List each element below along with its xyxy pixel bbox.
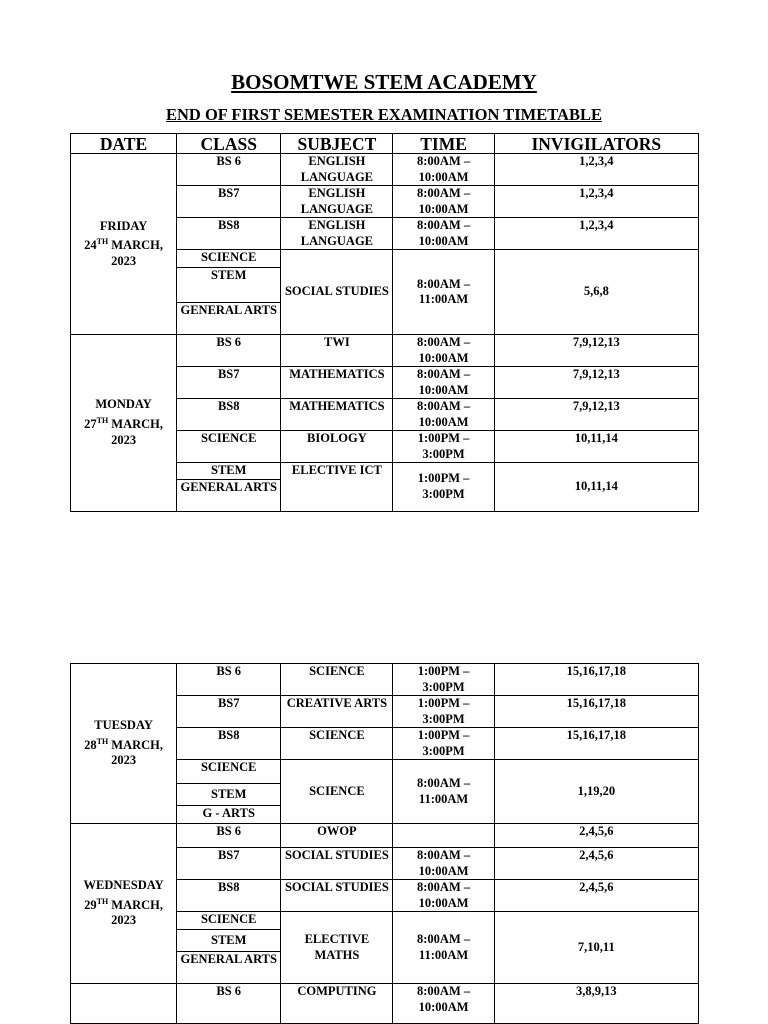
- class-cell: STEM: [177, 268, 281, 284]
- time-cell: 8:00AM – 10:00AM: [393, 848, 494, 880]
- class-cell: SCIENCE: [177, 250, 281, 268]
- class-cell: BS8: [177, 399, 281, 431]
- time-cell: 8:00AM – 11:00AM: [393, 760, 494, 824]
- subject-cell: TWI: [281, 335, 393, 367]
- time-cell: 1:00PM – 3:00PM: [393, 664, 494, 696]
- time-cell: 8:00AM – 10:00AM: [393, 984, 494, 1024]
- time-cell: 8:00AM – 10:00AM: [393, 335, 494, 367]
- time-cell: 8:00AM – 10:00AM: [393, 218, 494, 250]
- invigilators-cell: 5,6,8: [494, 250, 698, 335]
- invigilators-cell: 2,4,5,6: [494, 848, 698, 880]
- time-cell: 1:00PM – 3:00PM: [393, 431, 494, 463]
- subject-cell: SCIENCE: [281, 760, 393, 824]
- time-cell: 1:00PM – 3:00PM: [393, 463, 494, 512]
- date-monday: MONDAY 27TH MARCH, 2023: [71, 335, 177, 512]
- table-row: [71, 664, 699, 696]
- invigilators-cell: 1,2,3,4: [494, 186, 698, 218]
- invigilators-cell: 2,4,5,6: [494, 824, 698, 848]
- col-class: CLASS: [177, 134, 281, 154]
- invigilators-cell: 7,10,11: [494, 912, 698, 984]
- col-invigilators: INVIGILATORS: [494, 134, 698, 154]
- invigilators-cell: 10,11,14: [494, 431, 698, 463]
- class-cell: GENERAL ARTS: [177, 303, 281, 335]
- class-cell: BS8: [177, 728, 281, 760]
- col-time: TIME: [393, 134, 494, 154]
- class-cell: SCIENCE: [177, 912, 281, 930]
- time-cell: 8:00AM – 10:00AM: [393, 880, 494, 912]
- table-row: [71, 824, 699, 848]
- header-row: [71, 134, 699, 154]
- class-cell: SCIENCE: [177, 760, 281, 784]
- class-cell: BS 6: [177, 664, 281, 696]
- time-cell: 8:00AM – 10:00AM: [393, 367, 494, 399]
- subject-cell: ENGLISH LANGUAGE: [281, 154, 393, 186]
- subject-cell: ELECTIVE ICT: [281, 463, 393, 512]
- time-cell: 8:00AM – 10:00AM: [393, 154, 494, 186]
- table-row: [71, 984, 699, 1024]
- subject-cell: SOCIAL STUDIES: [281, 250, 393, 335]
- invigilators-cell: 15,16,17,18: [494, 696, 698, 728]
- subject-cell: SOCIAL STUDIES: [281, 848, 393, 880]
- class-cell: SCIENCE: [177, 431, 281, 463]
- subject-cell: ENGLISH LANGUAGE: [281, 186, 393, 218]
- invigilators-cell: 1,19,20: [494, 760, 698, 824]
- time-cell: 8:00AM – 11:00AM: [393, 912, 494, 984]
- timetable-page-2: [70, 663, 699, 1024]
- date-next: [71, 984, 177, 1024]
- invigilators-cell: 2,4,5,6: [494, 880, 698, 912]
- time-cell: 1:00PM – 3:00PM: [393, 728, 494, 760]
- invigilators-cell: 1,2,3,4: [494, 154, 698, 186]
- school-name: BOSOMTWE STEM ACADEMY: [231, 70, 537, 94]
- invigilators-cell: 15,16,17,18: [494, 728, 698, 760]
- class-cell: STEM: [177, 784, 281, 806]
- invigilators-cell: 10,11,14: [494, 463, 698, 512]
- class-cell: BS8: [177, 880, 281, 912]
- class-cell: BS7: [177, 848, 281, 880]
- subject-cell: OWOP: [281, 824, 393, 848]
- col-date: DATE: [71, 134, 177, 154]
- class-cell: GENERAL ARTS: [177, 952, 281, 984]
- table-row: [71, 335, 699, 367]
- subject-cell: ENGLISH LANGUAGE: [281, 218, 393, 250]
- invigilators-cell: 15,16,17,18: [494, 664, 698, 696]
- invigilators-cell: 1,2,3,4: [494, 218, 698, 250]
- subject-cell: ELECTIVE MATHS: [281, 912, 393, 984]
- subject-cell: SCIENCE: [281, 728, 393, 760]
- class-cell: BS7: [177, 696, 281, 728]
- invigilators-cell: 7,9,12,13: [494, 367, 698, 399]
- time-cell: 8:00AM – 10:00AM: [393, 399, 494, 431]
- date-friday: FRIDAY 24TH MARCH, 2023: [71, 154, 177, 335]
- date-tuesday: TUESDAY 28TH MARCH, 2023: [71, 664, 177, 824]
- invigilators-cell: 7,9,12,13: [494, 399, 698, 431]
- class-cell: BS7: [177, 367, 281, 399]
- col-subject: SUBJECT: [281, 134, 393, 154]
- time-cell: 1:00PM – 3:00PM: [393, 696, 494, 728]
- class-cell: BS7: [177, 186, 281, 218]
- class-cell: STEM: [177, 463, 281, 480]
- class-cell: G - ARTS: [177, 806, 281, 824]
- subject-cell: COMPUTING: [281, 984, 393, 1024]
- date-wednesday: WEDNESDAY 29TH MARCH, 2023: [71, 824, 177, 984]
- subject-cell: SOCIAL STUDIES: [281, 880, 393, 912]
- time-cell: 8:00AM – 10:00AM: [393, 186, 494, 218]
- timetable-title: END OF FIRST SEMESTER EXAMINATION TIMETABLE: [166, 105, 602, 124]
- class-cell: BS 6: [177, 824, 281, 848]
- time-cell: [393, 824, 494, 848]
- table-row: [71, 154, 699, 186]
- subject-cell: MATHEMATICS: [281, 399, 393, 431]
- subject-cell: MATHEMATICS: [281, 367, 393, 399]
- class-cell: BS 6: [177, 154, 281, 186]
- subject-cell: BIOLOGY: [281, 431, 393, 463]
- timetable-page-1: [70, 133, 699, 512]
- class-cell: STEM: [177, 930, 281, 952]
- subject-cell: CREATIVE ARTS: [281, 696, 393, 728]
- subject-cell: SCIENCE: [281, 664, 393, 696]
- class-cell-spacer: [177, 284, 281, 303]
- invigilators-cell: 3,8,9,13: [494, 984, 698, 1024]
- class-cell: BS 6: [177, 335, 281, 367]
- time-cell: 8:00AM – 11:00AM: [393, 250, 494, 335]
- class-cell: BS 6: [177, 984, 281, 1024]
- class-cell: BS8: [177, 218, 281, 250]
- class-cell: GENERAL ARTS: [177, 479, 281, 511]
- invigilators-cell: 7,9,12,13: [494, 335, 698, 367]
